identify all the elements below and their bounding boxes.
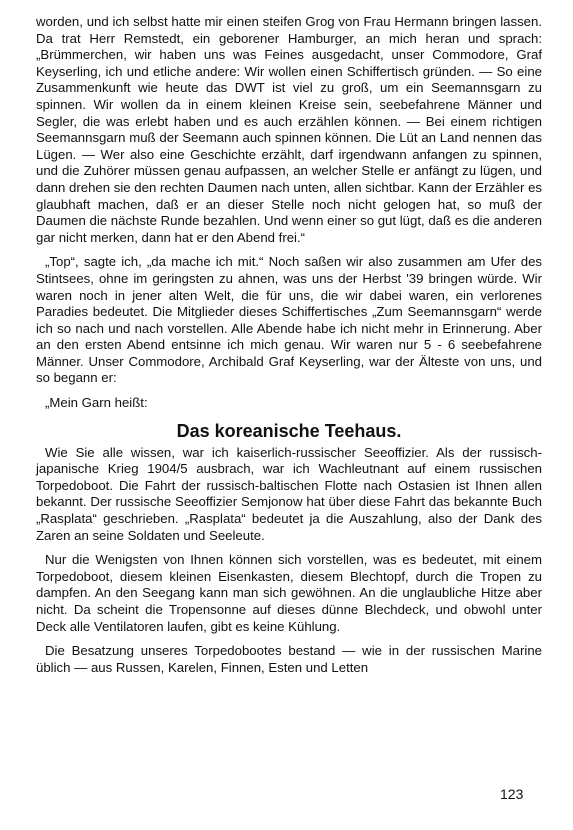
paragraph-torpedoboot: Nur die Wenigsten von Ihnen können sich vorstellen, was es bedeutet, mit einem Torpedoboot, diesem kleinen Eisenkasten, diesem Blechtopf, durch die Tropen zu dampfen. An den Seegang kann man sich gewöhnen. An die unglaubliche Hitze aber nicht. Da scheint die Tropensonne auf dieses dünne Blechdeck, und obwohl unter Deck alle Ventilatoren laufen, gibt es keine Kühlung. xyxy=(36,552,542,634)
paragraph-besatzung: Die Besatzung unseres Torpedobootes bestand — wie in der russischen Marine üblich — aus Russen, Karelen, Finnen, Esten und Letten xyxy=(36,643,542,675)
paragraph-top: „Top“, sagte ich, „da mache ich mit.“ Noch saßen wir also zusammen am Ufer des Stintsees, ohne im geringsten zu ahnen, was uns der Herbst '39 bringen würde. Wir waren noch in jener alten Welt, die für uns, die wir dabei waren, ein verlorenes Paradies bedeutet. Die Mitglieder dieses Schiffertisches „Zum Seemannsgarn“ werde ich so nach und nach vorstellen. Alle Abende habe ich nicht mehr in Erinnerung. Aber an den ersten Abend entsinne ich mich genau. Wir waren nur 5 - 6 seebefahrene Männer. Unser Commodore, Archibald Graf Keyserling, war der Älteste von uns, und so begann er: xyxy=(36,254,542,386)
paragraph-garn-intro: „Mein Garn heißt: xyxy=(45,395,148,411)
paragraph-grog: worden, und ich selbst hatte mir einen steifen Grog von Frau Hermann bringen lassen. Da trat Herr Remstedt, ein geborener Hamburger, an mich heran und sprach: „Brümmerchen, wir haben uns was Feines ausgedacht, unser Commodore, Graf Keyserling, ich und etliche andere: Wir wollen einen Schiffertisch gründen. — So eine Zusammenkunft wie heute das DWT ist viel zu groß, um ein Seemannsgarn zu spinnen. Wir wollen da in einem kleinen Kreise sein, seebefahrene Männer und Segler, die was erlebt haben und es auch erzählen können. — Bei einem richtigen Seemannsgarn muß der Seemann auch spinnen können. Die Lüt an Land nennen das Lügen. — Wer also eine Geschichte erzählt, darf irgendwann anfangen zu spinnen, und die Zuhörer müssen genau aufpassen, an welcher Stelle er anfängt zu lügen, und dann drehen sie den rechten Daumen nach unten, allen sichtbar. Kann der Erzähler es glaubhaft machen, daß er an dieser Stelle noch nicht gelogen hat, so muß der Daumen die nächste Runde bezahlen. Und wenn einer so gut lügt, daß es die anderen gar nicht merken, dann hat er den Abend frei.“ xyxy=(36,14,542,245)
chapter-heading: Das koreanische Teehaus. xyxy=(176,420,402,441)
paragraph-seeoffizier: Wie Sie alle wissen, war ich kaiserlich-russischer Seeoffizier. Als der russisch-japanische Krieg 1904/5 ausbrach, war ich Wachleutnant auf einem russischen Torpedoboot. Die Fahrt der russisch-baltischen Flotte nach Ostasien ist Ihnen allen bekannt. Der russische Seeoffizier Semjonow hat über diese Fahrt das bekannte Buch „Rasplata“ geschrieben. „Rasplata“ bedeutet ja die Auszahlung, also der Dank des Zaren an seine Soldaten und Seeleute. xyxy=(36,444,542,543)
page-number: 123 xyxy=(500,786,524,802)
book-page xyxy=(36,14,542,676)
